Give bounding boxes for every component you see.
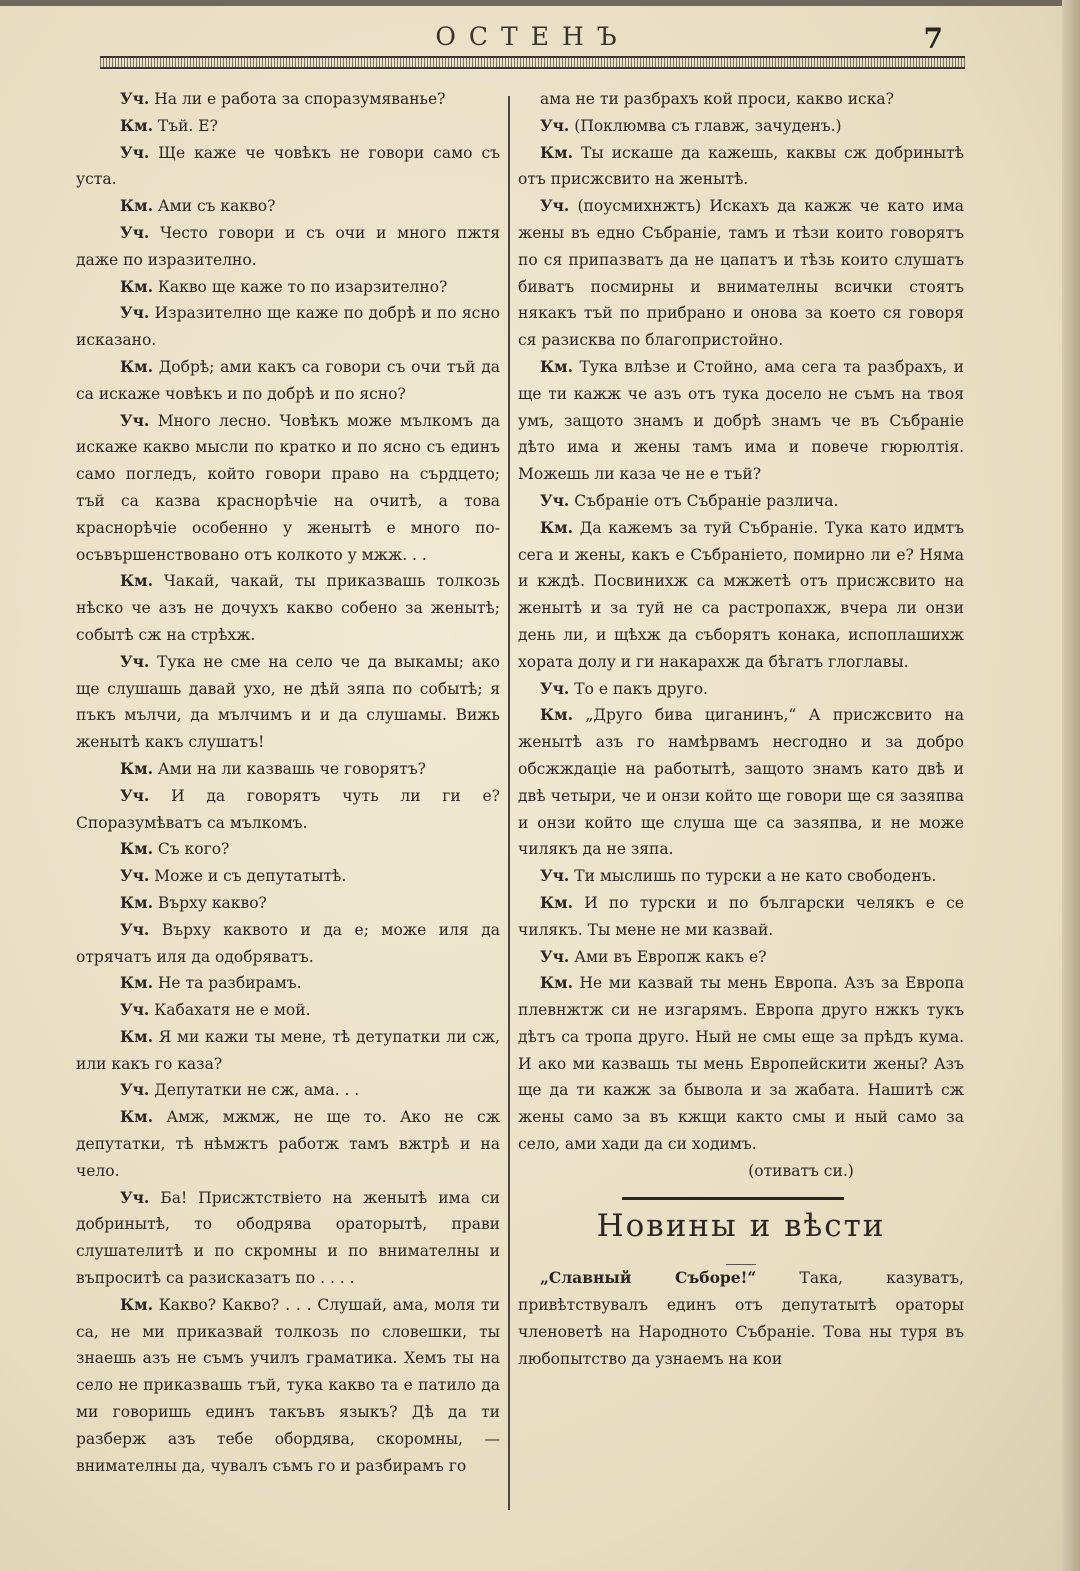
- page-number: 7: [923, 22, 943, 55]
- right-column: [518, 86, 964, 1372]
- dialogue-line: [76, 274, 500, 301]
- dialogue-text: Не ми казвай ты мень Европа. Азъ за Европа плевнжтж си не изгарямъ. Европа друго нжкъ тукъ дѣтъ са тропа друго. Ный не смы еще за прѣдъ кума. И ако ми казвашь ты мень Европейскити жены? Азъ ще да ти кажж за бывола и за жабата. Нашитѣ сж жены само за въ кжщи както смы и ный само за село, ами хади да си ходимъ.: [518, 974, 964, 1154]
- dialogue-line: [518, 193, 964, 354]
- dialogue-text: На ли е работа за споразумяванье?: [154, 90, 446, 108]
- dialogue-text: И по турски и по български челякъ е се чилякъ. Ты мене не ми казвай.: [518, 893, 964, 939]
- dialogue-line: [518, 676, 964, 703]
- dialogue-line: [76, 970, 500, 997]
- dialogue-line: [518, 86, 964, 113]
- speaker-label: Уч.: [540, 678, 570, 698]
- dialogue-text: Амж, мжмж, не ще то. Ако не сж депутатки, тѣ нѣмжтъ работж тамъ вжтрѣ и на чело.: [76, 1108, 500, 1180]
- dialogue-line: [518, 863, 964, 890]
- dialogue-line: [76, 836, 500, 863]
- dialogue-line: [76, 354, 500, 408]
- dialogue-line: [76, 997, 500, 1024]
- speaker-label: Уч.: [120, 651, 150, 671]
- dialogue-text: Много лесно. Човѣкъ може мълкомъ да искаже какво мысли по кратко и по ясно съ единъ само погледъ, който говори право на сърдцето; тъй са казва краснорѣчіе на очитѣ, а това краснорѣчіе особенно у женытѣ е много по-осъвършенствовано отъ колкото у мжж. . .: [76, 411, 500, 564]
- dialogue-line: [76, 300, 500, 354]
- speaker-label: Км.: [120, 356, 153, 376]
- speaker-label: Уч.: [120, 1187, 150, 1207]
- speaker-label: Уч.: [120, 866, 150, 886]
- speaker-label: Км.: [120, 892, 153, 912]
- dialogue-text: Ще каже че човѣкъ не говори само съ уста.: [76, 143, 500, 189]
- dialogue-text: Не та разбирамъ.: [157, 974, 302, 993]
- dialogue-line: [76, 917, 500, 971]
- dialogue-line: [76, 408, 500, 569]
- dialogue-text: „Друго бива циганинъ,“ А присжсвито на женытѣ азъ го намѣрвамъ несгодно и за добро обсжждаціе на работытѣ, защото знамъ като двѣ и двѣ четыри, че и онзи който ще говори ще ся зазяпва и онзи който ще слуша ще са зазяпва, и не може чилякъ да не зяпа.: [518, 706, 964, 859]
- speaker-label: Км.: [120, 758, 153, 778]
- speaker-label: Уч.: [540, 946, 570, 966]
- speaker-label: Км.: [120, 973, 153, 993]
- dialogue-line: [518, 140, 964, 194]
- dialogue-text: И да говорятъ чуть ли ги е? Споразумѣватъ са мълкомъ.: [76, 786, 500, 832]
- dialogue-text: Често говори и съ очи и много пжтя даже по изразително.: [76, 223, 500, 269]
- dialogue-text: Ба! Присжтствіето на женытѣ има си добринытѣ, то ободрява ораторытѣ, прави слушателитѣ и по скромны и по внимателны и въпроситѣ са разисказатъ по . . . .: [76, 1188, 500, 1288]
- speaker-label: Км.: [540, 973, 573, 993]
- dialogue-text: Добрѣ; ами какъ са говори съ очи тъй да са искаже човѣкъ и по добрѣ и по ясно?: [76, 357, 500, 403]
- dialogue-text: Върху каквото и да е; може иля да отрячатъ иля да одобряватъ.: [76, 920, 500, 966]
- dialogue-line: [76, 649, 500, 756]
- dialogue-line: [76, 1185, 500, 1292]
- news-paragraph: [518, 1265, 964, 1372]
- speaker-label: Км.: [540, 892, 573, 912]
- dialogue-line: [518, 970, 964, 1158]
- speaker-label: Уч.: [120, 222, 150, 242]
- speaker-label: Уч.: [540, 866, 570, 886]
- dialogue-text: Тука влѣзе и Стойно, ама сега та разбрахъ, и ще ти кажж че азъ отъ тука досело не съмъ на твоя умъ, защото знамъ и добрѣ знамъ че въ Събраніе дѣто има и жены тамъ има и повече гюрюлтія. Можешь ли каза че не е тъй?: [518, 357, 964, 484]
- dialogue-line: [76, 890, 500, 917]
- page-header: [100, 20, 965, 68]
- speaker-label: Км.: [540, 142, 573, 162]
- dialogue-text: Може и съ депутатытѣ.: [154, 867, 347, 886]
- dialogue-line: [518, 488, 964, 515]
- dialogue-text: Кабахатя не е мой.: [154, 1001, 311, 1020]
- dialogue-text: Да кажемъ за туй Събраніе. Тука като идмтъ сега и жены, какъ е Събраніето, помирно ли е? Няма и кждѣ. Посвинихж са мжжетѣ отъ присжсвито на женытѣ и за туй не са растропахж, вчера ли онзи день ли, и щѣхж да съборятъ конака, испоплашихж хората долу и ги накарахж да бѣгатъ глоглавы.: [518, 518, 964, 671]
- speaker-label: Уч.: [540, 196, 570, 216]
- speaker-label: Км.: [540, 705, 573, 725]
- dialogue-text: Тука не сме на село че да выкамы; ако ще слушашь давай ухо, не дѣй зяпа по событѣ; я пъкъ мълчи, да мълчимъ и и да слушамы. Вижь женытѣ какъ слушатъ!: [76, 652, 500, 752]
- dialogue-line: [76, 863, 500, 890]
- speaker-label: Уч.: [120, 142, 150, 162]
- dialogue-text: Изразително ще каже по добрѣ и по ясно исказано.: [76, 304, 500, 350]
- speaker-label: Км.: [120, 571, 153, 591]
- speaker-label: Км.: [120, 115, 153, 135]
- section-rule: [622, 1197, 844, 1200]
- dialogue-text: Събраніе отъ Събраніе различа.: [574, 491, 839, 510]
- dialogue-line: [518, 113, 964, 140]
- dialogue-line: [76, 220, 500, 274]
- dialogue-text: Ти мыслишь по турски а не като свободенъ.: [574, 867, 937, 886]
- dialogue-line: [518, 354, 964, 488]
- dialogue-text: Какво ще каже то по изарзително?: [157, 277, 448, 296]
- dialogue-text: Ами съ какво?: [157, 197, 276, 216]
- speaker-label: Уч.: [120, 303, 150, 323]
- dialogue-text: ама не ти разбрахъ кой проси, какво иска?: [540, 90, 894, 108]
- dialogue-line: [76, 1292, 500, 1480]
- speaker-label: Км.: [540, 517, 573, 537]
- dialogue-line: [76, 193, 500, 220]
- dialogue-text: Какво? Какво? . . . Слушай, ама, моля ти са, не ми приказвай толкозь по словешки, ты знаешь азъ не съмъ училъ граматика. Хемъ ты на село не приказвашь тъй, тука какво та е патило да ми говоришь единъ такъвъ языкъ? Дѣ да ти разберж азъ тебе обордява, скоромны, — внимателны да, чувалъ съмъ го и разбирамъ го: [76, 1295, 500, 1475]
- news-text: Така, казуватъ, привѣтствувалъ единъ отъ депутатытѣ ораторы членоветѣ на Народното Събраніе. Това ны туря въ любопытство да узнаемъ на кои: [518, 1269, 964, 1368]
- dialogue-text: (поусмихнжтъ) Искахъ да кажж че като има жены въ едно Събраніе, тамъ и тѣзи които говорятъ по ся припазватъ да не цапатъ и тѣзь които слушатъ биватъ посмирны и внимателны всички стоятъ някакъ тъй по прибрано и онова за което ся говоря ся разисква по благопристойно.: [518, 197, 964, 350]
- dialogue-text: (Поклюмва съ главж, зачуденъ.): [574, 116, 842, 135]
- dialogue-line: [518, 702, 964, 863]
- dialogue-text: Депутатки не сж, ама. . .: [154, 1081, 360, 1100]
- dialogue-text: Ты искаше да кажешь, каквы сж добринытѣ отъ присжсвито на женытѣ.: [518, 143, 964, 189]
- dialogue-line: [76, 756, 500, 783]
- news-lead: „Славный Съборе!“: [540, 1268, 757, 1288]
- speaker-label: Уч.: [120, 919, 150, 939]
- speaker-label: Км.: [540, 356, 573, 376]
- dialogue-line: [76, 1077, 500, 1104]
- dialogue-text: Ами на ли казвашь че говорятъ?: [157, 759, 426, 778]
- speaker-label: Уч.: [120, 1080, 150, 1100]
- dialogue-line: [518, 944, 964, 971]
- dialogue-text: Съ кого?: [157, 840, 230, 859]
- top-border: [0, 0, 1080, 6]
- speaker-label: Уч.: [120, 1000, 150, 1020]
- masthead: ОСТЕНЪ: [435, 22, 630, 51]
- speaker-label: Уч.: [120, 785, 150, 805]
- dialogue-line: [76, 86, 500, 113]
- page-edge: [1062, 0, 1080, 1571]
- speaker-label: Уч.: [120, 89, 150, 108]
- news-section-title: Новины и вѣсти: [596, 1207, 886, 1244]
- right-dialogue: [518, 86, 964, 1158]
- dialogue-line: [76, 140, 500, 194]
- dialogue-line: [76, 568, 500, 648]
- dialogue-line: [518, 890, 964, 944]
- dialogue-text: Я ми кажи ты мене, тѣ детупатки ли сж, или какъ го каза?: [76, 1027, 501, 1073]
- dialogue-line: [518, 515, 964, 676]
- speaker-label: Км.: [120, 276, 153, 296]
- speaker-label: Км.: [120, 1294, 153, 1314]
- dialogue-line: [76, 783, 500, 837]
- column-divider: [508, 96, 510, 1510]
- left-column: [76, 86, 500, 1479]
- speaker-label: Км.: [120, 1107, 153, 1127]
- speaker-label: Уч.: [120, 410, 150, 430]
- dialogue-text: Чакай, чакай, ты приказвашь толкозь нѣско че азъ не дочухъ какво собено за женытѣ; событѣ сж на стрѣхж.: [76, 572, 500, 644]
- header-rule: [100, 56, 965, 69]
- speaker-label: Уч.: [540, 115, 570, 135]
- dialogue-line: [76, 113, 500, 140]
- stage-direction: (отиватъ си.): [748, 1161, 854, 1180]
- speaker-label: Км.: [120, 839, 153, 859]
- speaker-label: Км.: [120, 196, 153, 216]
- dialogue-line: [76, 1024, 500, 1078]
- speaker-label: Уч.: [540, 490, 570, 510]
- dialogue-text: Тъй. Е?: [157, 116, 218, 135]
- dialogue-line: [76, 1104, 500, 1184]
- speaker-label: Км.: [120, 1026, 153, 1046]
- dialogue-text: То е пакъ друго.: [574, 679, 708, 698]
- dialogue-text: Ами въ Европж какъ е?: [574, 947, 767, 966]
- dialogue-text: Върху какво?: [157, 893, 267, 912]
